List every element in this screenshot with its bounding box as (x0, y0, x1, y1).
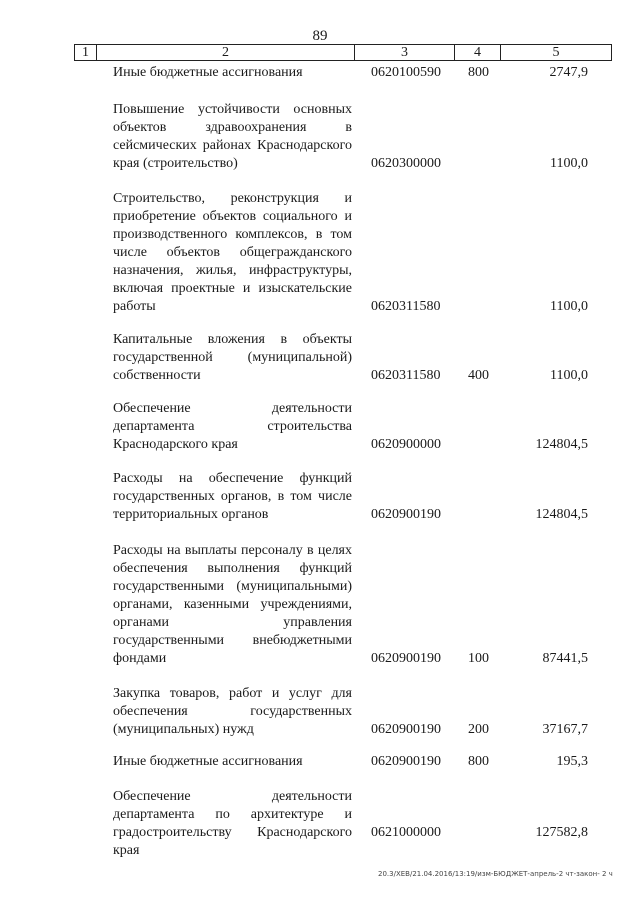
table-row (0, 470, 640, 524)
table-header (74, 44, 612, 61)
table-row (0, 788, 640, 858)
row-sum: 87441,5 (542, 651, 588, 666)
row-name: Повышение устойчивости основных объектов здравоохранения в сейсмических районах Краснодарского края (строительство) (113, 102, 352, 171)
table-row (0, 542, 640, 668)
table-row (0, 190, 640, 316)
row-name: Строительство, реконструкция и приобретение объектов социального и производственного комплексов, в том числе объектов общегражданского назначения, жилья, инфраструктуры, включая проектные и изыскательские работы (113, 191, 352, 314)
row-name: Расходы на выплаты персоналу в целях обеспечения выполнения функций государственными (муниципальными) органами, казенными учреждениями, органами управления государственными внебюджетными фондами (113, 543, 352, 666)
row-code: 0620900000 (371, 437, 441, 452)
row-kvr: 100 (468, 651, 489, 666)
table-row (0, 331, 640, 385)
col-header-4: 4 (455, 45, 501, 60)
row-code: 0620300000 (371, 156, 441, 171)
page-number: 89 (312, 28, 328, 44)
row-sum: 1100,0 (550, 156, 588, 171)
row-name: Обеспечение деятельности департамента строительства Краснодарского края (113, 401, 352, 452)
row-code: 0621000000 (371, 825, 441, 840)
row-sum: 1100,0 (550, 299, 588, 314)
row-name: Капитальные вложения в объекты государственной (муниципальной) собственности (113, 332, 352, 383)
table-row (0, 400, 640, 454)
footer-note: 20.3/ХЕВ/21.04.2016/13:19/изм-БЮДЖЕТ-апрель-2 чт-закон- 2 ч (378, 870, 613, 878)
row-code: 0620900190 (371, 651, 441, 666)
row-code: 0620100590 (371, 65, 441, 80)
table-row (0, 753, 640, 771)
row-kvr: 800 (468, 65, 489, 80)
row-name: Обеспечение деятельности департамента по архитектуре и градостроительству Краснодарского края (113, 789, 352, 858)
row-sum: 1100,0 (550, 368, 588, 383)
table-row (0, 64, 640, 82)
row-code: 0620311580 (371, 299, 441, 314)
col-header-5: 5 (552, 45, 560, 60)
row-name: Расходы на обеспечение функций государственных органов, в том числе территориальных органов (113, 471, 352, 522)
col-header-2: 2 (97, 45, 355, 60)
table-row (0, 685, 640, 739)
row-sum: 195,3 (556, 754, 588, 769)
row-code: 0620311580 (371, 368, 441, 383)
row-name: Иные бюджетные ассигнования (113, 754, 303, 769)
row-sum: 127582,8 (535, 825, 588, 840)
row-kvr: 200 (468, 722, 489, 737)
col-header-3: 3 (355, 45, 455, 60)
row-code: 0620900190 (371, 507, 441, 522)
row-sum: 124804,5 (535, 507, 588, 522)
col-header-1: 1 (75, 45, 97, 60)
row-kvr: 400 (468, 368, 489, 383)
row-name: Закупка товаров, работ и услуг для обеспечения государственных (муниципальных) нужд (113, 686, 352, 737)
row-name: Иные бюджетные ассигнования (113, 65, 303, 80)
row-code: 0620900190 (371, 722, 441, 737)
row-sum: 37167,7 (542, 722, 588, 737)
row-sum: 2747,9 (549, 65, 588, 80)
row-kvr: 800 (468, 754, 489, 769)
table-row (0, 101, 640, 173)
row-code: 0620900190 (371, 754, 441, 769)
row-sum: 124804,5 (535, 437, 588, 452)
